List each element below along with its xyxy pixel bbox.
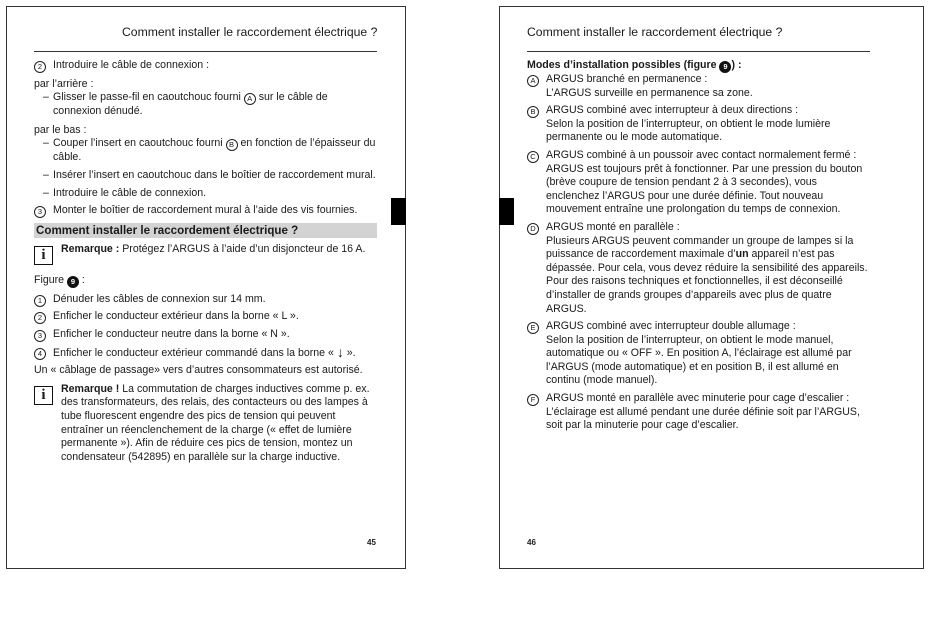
figure-step-1 <box>34 293 377 307</box>
figure-step-3-number: 3 <box>34 330 46 342</box>
figure-step-1-number: 1 <box>34 295 46 307</box>
mode-d-title: ARGUS monté en parallèle : <box>546 220 680 233</box>
mode-a-title: ARGUS branché en permanence : <box>546 73 708 85</box>
mode-d-desc <box>546 235 870 317</box>
remark-2 <box>34 383 377 465</box>
mode-c-marker: C <box>527 151 539 163</box>
figure-step-1-text: Dénuder les câbles de connexion sur 14 mm. <box>53 292 266 305</box>
bottom-label: par le bas : <box>34 123 87 136</box>
bottom-bullet-3: – Introduire le câble de connexion. <box>34 187 377 201</box>
bottom-bullet-2: – Insérer l’insert en caoutchouc dans le boîtier de raccordement mural. <box>34 169 377 183</box>
remark-2-label: Remarque ! <box>61 382 120 395</box>
mode-d-desc-start: Plusieurs ARGUS peuvent commander un groupe de lampes si la puissance de raccordement maximale d’ <box>546 234 854 261</box>
bottom-bullet-1-text-start: Couper l’insert en caoutchouc fourni <box>53 137 226 150</box>
step-3-text: Monter le boîtier de raccordement mural à l’aide des vis fournies. <box>53 204 358 217</box>
remark-1-text: Protégez l’ARGUS à l’aide d’un disjoncteur de 16 A. <box>119 242 366 255</box>
step-number-3: 3 <box>34 206 46 218</box>
remark-2-text: La commutation de charges inductives comme p. ex. des transformateurs, des relais, des contacteurs ou des lampes à tube fluorescent engendre des pics de tension qui peuvent entraîner un réenclenchement de la charge (« effet de lumière permanente »). Afin de réduire ces pics de tension, montez un condensateur (542895) en parallèle sur la charge inductive. <box>61 382 370 463</box>
modes-title <box>527 59 870 73</box>
back-bullet-text-end: sur le câble de connexion dénudé. <box>53 91 328 118</box>
mode-d-desc-end: appareil n’est pas dépassée. Pour cela, vous devez réduire la sensibilité des appareils. Pour des raisons techniques et fonctionnelles, il est déconseillé d’installer de grands groupes d’appareils avec plus de quatre ARGUS. <box>546 248 868 315</box>
figure-step-2-text: Enficher le conducteur extérieur dans la borne « L ». <box>53 310 299 323</box>
bottom-bullet-1-text-end: en fonction de l’épaisseur du câble. <box>53 137 376 164</box>
passage-note: Un « câblage de passage» vers d’autres consommateurs est autorisé. <box>34 364 363 377</box>
remark-1 <box>34 243 377 267</box>
mode-e <box>527 320 870 388</box>
marker-b: B <box>226 139 238 151</box>
figure-step-4-text: Enficher le conducteur extérieur commandé dans la borne « <box>53 346 337 359</box>
mode-f <box>527 392 870 433</box>
info-icon: i <box>34 246 53 265</box>
back-label: par l’arrière : <box>34 77 94 90</box>
figure-reference <box>34 274 377 288</box>
step-2 <box>34 59 377 73</box>
info-icon: i <box>34 386 53 405</box>
figure-step-4-number: 4 <box>34 348 46 360</box>
left-page-header: Comment installer le raccordement électrique ? <box>122 25 378 39</box>
mode-f-marker: F <box>527 394 539 406</box>
mode-b <box>527 104 870 145</box>
mode-a <box>527 73 870 100</box>
figure-step-2 <box>34 310 377 324</box>
mode-f-title: ARGUS monté en parallèle avec minuterie pour cage d’escalier : <box>546 392 850 405</box>
bottom-bullet-1 <box>34 137 377 165</box>
section-title: Comment installer le raccordement électrique ? <box>34 223 377 238</box>
right-header-rule <box>527 51 870 52</box>
step-3 <box>34 204 377 218</box>
mode-f-desc: L’éclairage est allumé pendant une durée définie soit par l’ARGUS, soit par la minuterie pour cage d’escalier. <box>546 405 860 432</box>
mode-c <box>527 149 870 217</box>
figure-step-4-suffix: ». <box>343 346 356 359</box>
mode-b-title: ARGUS combiné avec interrupteur à deux directions : <box>546 104 799 117</box>
back-bullet-text-start: Glisser le passe-fil en caoutchouc fourni <box>53 91 244 104</box>
figure-label: Figure <box>34 273 65 286</box>
modes-figure-number: 9 <box>719 61 731 73</box>
left-thumb-tab <box>391 198 406 225</box>
step-number-2: 2 <box>34 61 46 73</box>
mode-a-desc: L’ARGUS surveille en permanence sa zone. <box>546 86 753 99</box>
back-bullet <box>34 91 377 119</box>
figure-step-3-text: Enficher le conducteur neutre dans la borne « N ». <box>53 327 290 340</box>
left-header-rule <box>34 51 377 52</box>
mode-d <box>527 221 870 316</box>
figure-step-4 <box>34 343 377 361</box>
mode-d-marker: D <box>527 223 539 235</box>
modes-title-text: Modes d’installation possibles (figure <box>527 59 720 71</box>
mode-d-desc-emphasis: un <box>735 248 749 261</box>
figure-number: 9 <box>67 276 79 288</box>
step-2-text: Introduire le câble de connexion : <box>53 59 210 71</box>
figure-step-2-number: 2 <box>34 312 46 324</box>
switched-terminal-arrow-icon: ↓ <box>336 343 344 360</box>
right-page-header: Comment installer le raccordement électrique ? <box>527 25 783 39</box>
figure-step-3 <box>34 328 377 342</box>
left-page-number: 45 <box>367 538 376 547</box>
mode-e-title: ARGUS combiné avec interrupteur double allumage : <box>546 320 796 333</box>
remark-1-label: Remarque : <box>61 242 120 255</box>
mode-b-marker: B <box>527 106 539 118</box>
right-thumb-tab <box>499 198 514 225</box>
figure-colon: : <box>78 273 85 286</box>
mode-c-title: ARGUS combiné à un poussoir avec contact normalement fermé : <box>546 148 857 161</box>
mode-e-marker: E <box>527 322 539 334</box>
left-page-content <box>34 59 377 464</box>
mode-c-desc: ARGUS est toujours prêt à fonctionner. Par une pression du bouton (brève coupure de tension pendant 2 à 3 secondes), vous enclenchez l’ARGUS pour une durée définie. Tout nouveau mouvement entraîne une prolongation du temps de connexion. <box>546 162 863 216</box>
mode-e-desc: Selon la position de l’interrupteur, on obtient le mode manuel, automatique ou « OFF ». En position A, l’éclairage est allumé par l’ARGUS (mode automatique) et en position B, il est allumé en continu (mode manuel). <box>546 333 852 387</box>
modes-title-end: ) : <box>731 59 742 71</box>
right-page-number: 46 <box>527 538 536 547</box>
mode-b-desc: Selon la position de l’interrupteur, on obtient le mode lumière permanente ou le mode automatique. <box>546 117 831 144</box>
mode-a-marker: A <box>527 75 539 87</box>
right-page-content <box>527 59 870 433</box>
marker-a: A <box>244 93 256 105</box>
